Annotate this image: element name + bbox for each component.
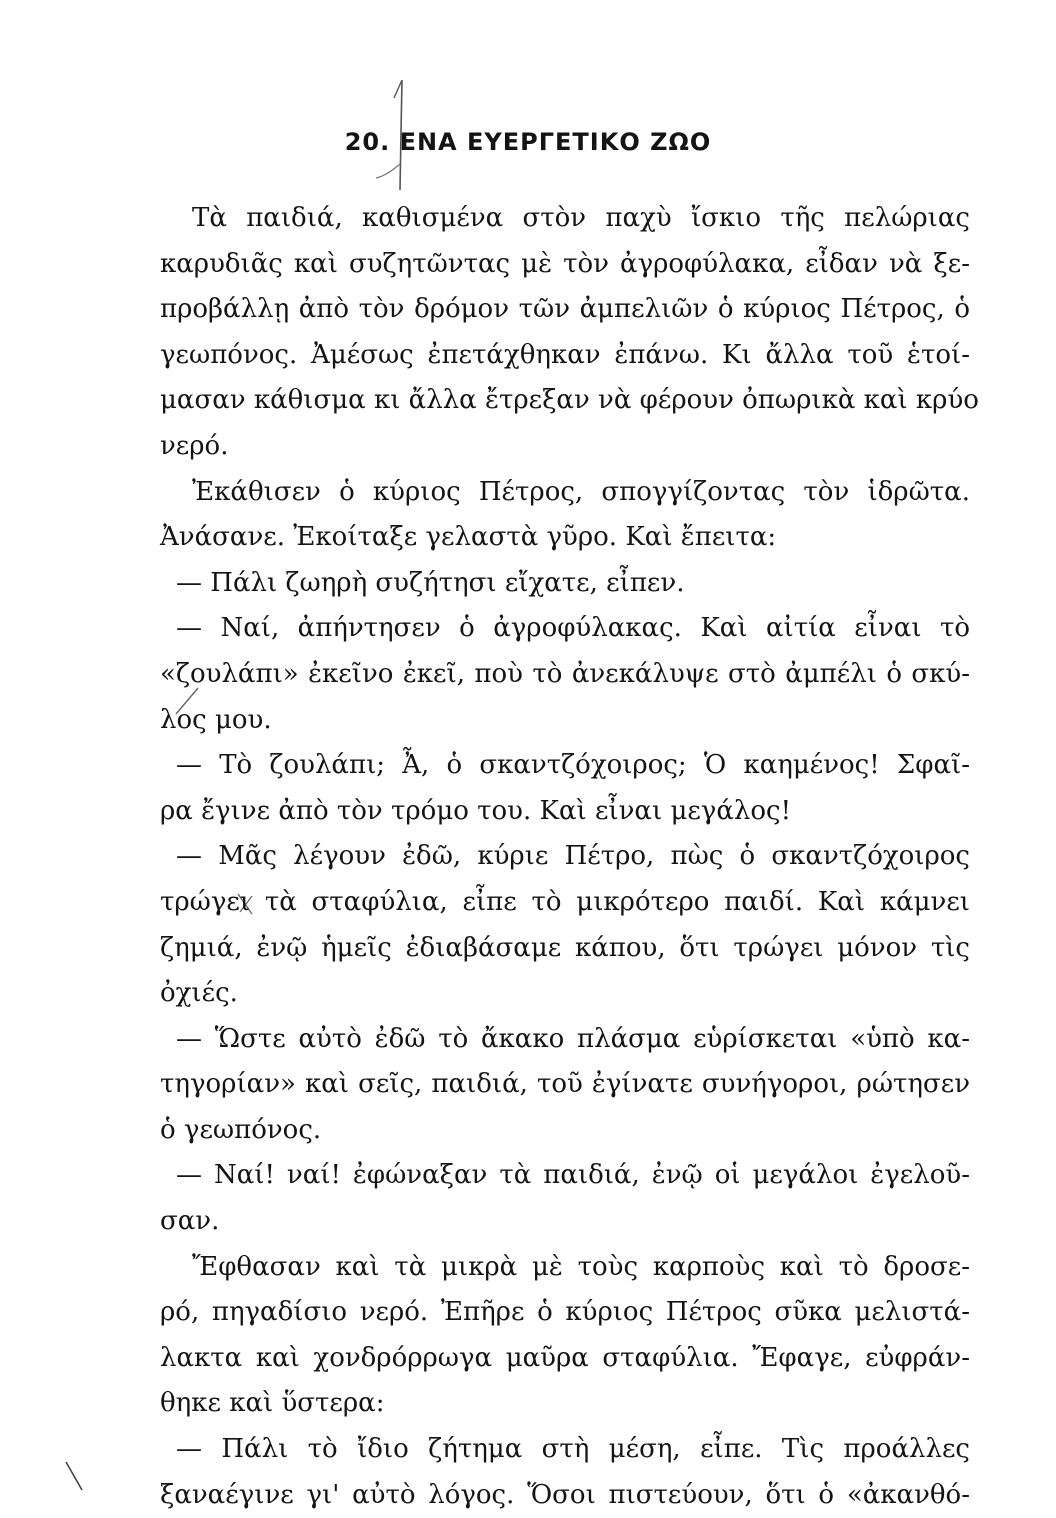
- text-line: Τὰ παιδιά, καθισμένα στὸν παχὺ ἴσκιο τῆς πελώριας: [192, 203, 970, 233]
- text-line: — Ὥστε αὐτὸ ἐδῶ τὸ ἄκακο πλάσμα εὑρίσκεται «ὑπὸ κα-: [176, 1023, 970, 1054]
- text-line: λακτα καὶ χονδρόρρωγα μαῦρα σταφύλια. Ἔφαγε, εὐφράν-: [160, 1342, 970, 1373]
- body-text: [160, 196, 979, 1518]
- text-line: «ζουλάπι» ἐκεῖνο ἐκεῖ, ποὺ τὸ ἀνεκάλυψε στὸ ἀμπέλι ὁ σκύ-: [160, 658, 970, 689]
- chapter-number: 20.: [344, 128, 391, 156]
- text-line: γεωπόνος. Ἀμέσως ἐπετάχθηκαν ἐπάνω. Κι ἄλλα τοῦ ἑτοί-: [160, 339, 970, 370]
- text-line: θηκε καὶ ὕστερα:: [160, 1388, 385, 1419]
- pencil-stroke-icon: [60, 1458, 90, 1498]
- text-line: ζημιά, ἐνῷ ἡμεῖς ἐδιαβάσαμε κάπου, ὅτι τρώγει μόνον τὶς: [160, 932, 970, 963]
- text-line: ξαναέγινε γι' αὐτὸ λόγος. Ὅσοι πιστεύουν, ὅτι ὁ «ἀκανθό-: [160, 1479, 970, 1510]
- chapter-heading: ΕΝΑ ΕΥΕΡΓΕΤΙΚΟ ΖΩΟ: [399, 128, 712, 156]
- text-line: ὁ γεωπόνος.: [160, 1114, 322, 1145]
- text-line: λος μου.: [160, 704, 272, 735]
- text-line: ρα ἔγινε ἀπὸ τὸν τρόμο του. Καὶ εἶναι μεγάλος!: [160, 795, 792, 826]
- text-line: νερό.: [160, 430, 229, 461]
- text-line: τρώγει τὰ σταφύλια, εἶπε τὸ μικρότερο παιδί. Καὶ κάμνει: [160, 886, 970, 917]
- text-line: — Ναί! ναί! ἐφώναξαν τὰ παιδιά, ἐνῷ οἱ μεγάλοι ἐγελοῦ-: [176, 1160, 970, 1191]
- text-line: — Τὸ ζουλάπι; Ἆ, ὁ σκαντζόχοιρος; Ὁ καημένος! Σφαῖ-: [176, 750, 970, 781]
- text-line: σαν.: [160, 1206, 220, 1237]
- chapter-title: [0, 128, 1056, 156]
- text-line: — Ναί, ἀπήντησεν ὁ ἀγροφύλακας. Καὶ αἰτία εἶναι τὸ: [176, 613, 970, 644]
- text-line: μασαν κάθισμα κι ἄλλα ἔτρεξαν νὰ φέρουν ὀπωρικὰ καὶ κρύο: [160, 385, 979, 416]
- text-line: τηγορίαν» καὶ σεῖς, παιδιά, τοῦ ἐγίνατε συνήγοροι, ρώτησεν: [160, 1069, 970, 1100]
- text-line: — Μᾶς λέγουν ἐδῶ, κύριε Πέτρο, πὼς ὁ σκαντζόχοιρος: [176, 841, 970, 872]
- text-line: ὀχιές.: [160, 978, 238, 1009]
- text-line: προβάλλῃ ἀπὸ τὸν δρόμον τῶν ἀμπελιῶν ὁ κύριος Πέτρος, ὁ: [160, 294, 970, 325]
- text-line: — Πάλι ζωηρὴ συζήτησι εἴχατε, εἶπεν.: [176, 567, 685, 598]
- text-line: Ἔφθασαν καὶ τὰ μικρὰ μὲ τοὺς καρποὺς καὶ τὸ δροσε-: [192, 1251, 970, 1282]
- text-line: — Πάλι τὸ ἴδιο ζήτημα στὴ μέση, εἶπε. Τὶς προάλλες: [176, 1434, 970, 1465]
- text-line: ρό, πηγαδίσιο νερό. Ἐπῆρε ὁ κύριος Πέτρος σῦκα μελιστά-: [160, 1297, 970, 1328]
- text-line: Ἐκάθισεν ὁ κύριος Πέτρος, σπογγίζοντας τὸν ἱδρῶτα.: [192, 476, 970, 507]
- text-line: καρυδιᾶς καὶ συζητῶντας μὲ τὸν ἀγροφύλακα, εἶδαν νὰ ξε-: [160, 248, 970, 279]
- text-line: Ἀνάσανε. Ἐκοίταξε γελαστὰ γῦρο. Καὶ ἔπειτα:: [160, 522, 777, 553]
